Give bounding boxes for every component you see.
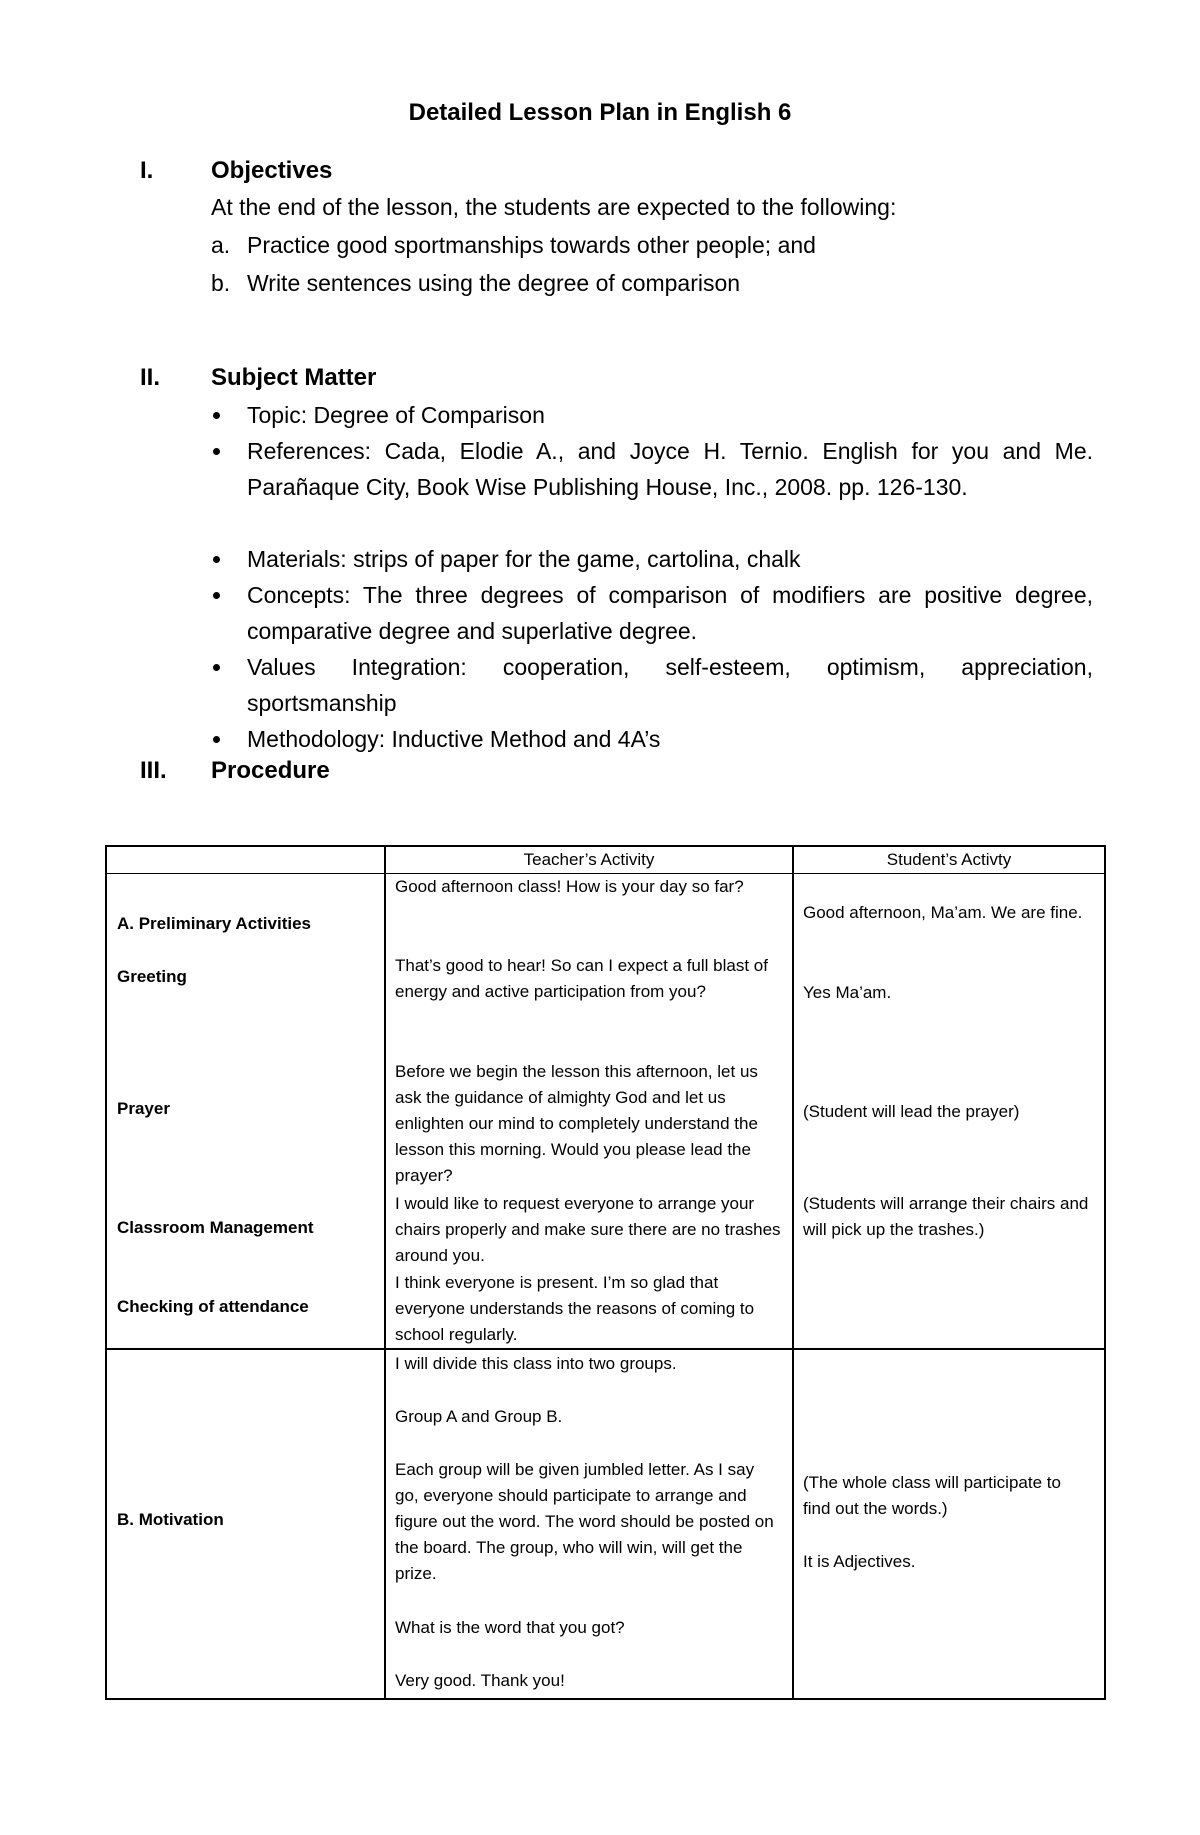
label-classroom-management: Classroom Management [117, 1218, 314, 1237]
bullet-icon [213, 412, 220, 419]
teacher-motivation-1: I will divide this class into two groups. [395, 1354, 677, 1373]
table-border-top [105, 845, 1106, 847]
subject-concepts: Concepts: The three degrees of comparison of modifiers are positive degree, comparative degree and superlative degree. [247, 582, 1093, 644]
student-greeting-1: Good afternoon, Ma’am. We are fine. [803, 903, 1083, 922]
table-column-divider [792, 845, 794, 1700]
objectives-heading: Objectives [211, 157, 333, 184]
table-column-divider [384, 845, 386, 1700]
teacher-motivation-3: Each group will be given jumbled letter. As I say go, everyone should participate to arrange and figure out the word. The word should be posted on the board. The group, who will win, will get the prize. [395, 1460, 774, 1583]
objectives-number: I. [140, 157, 154, 184]
teacher-prayer: Before we begin the lesson this afternoon, let us ask the guidance of almighty God and let us enlighten our mind to completely understand the lesson this morning. Would you please lead the prayer? [395, 1062, 758, 1185]
teacher-classroom-management: I would like to request everyone to arrange your chairs properly and make sure there are no trashes around you. [395, 1194, 781, 1265]
label-greeting: Greeting [117, 967, 187, 986]
teacher-motivation-5: Very good. Thank you! [395, 1671, 565, 1690]
objective-a-letter: a. [211, 232, 231, 258]
table-header-student: Student’s Activty [886, 850, 1012, 869]
table-header-teacher: Teacher’s Activity [523, 850, 655, 869]
label-prayer: Prayer [117, 1099, 170, 1118]
subject-materials: Materials: strips of paper for the game, cartolina, chalk [247, 546, 801, 572]
bullet-icon [213, 736, 220, 743]
subject-values: Values Integration: cooperation, self-esteem, optimism, appreciation, sportsmanship [247, 654, 1093, 716]
table-border-right [1104, 845, 1106, 1700]
teacher-motivation-2: Group A and Group B. [395, 1407, 563, 1426]
subject-methodology: Methodology: Inductive Method and 4A’s [247, 726, 661, 752]
student-motivation-2: It is Adjectives. [803, 1552, 916, 1571]
table-border-left [105, 845, 107, 1700]
teacher-motivation-4: What is the word that you got? [395, 1618, 625, 1637]
objective-a-text: Practice good sportmanships towards other people; and [247, 232, 816, 258]
table-row-divider [105, 1348, 1106, 1350]
subject-matter-heading: Subject Matter [211, 364, 377, 391]
bullet-icon [213, 592, 220, 599]
document-title: Detailed Lesson Plan in English 6 [408, 99, 792, 126]
subject-matter-number: II. [140, 364, 161, 391]
procedure-number: III. [140, 757, 167, 784]
subject-topic: Topic: Degree of Comparison [247, 402, 545, 428]
student-classroom-management: (Students will arrange their chairs and will pick up the trashes.) [803, 1194, 1089, 1239]
student-prayer: (Student will lead the prayer) [803, 1102, 1020, 1121]
teacher-greeting-1: Good afternoon class! How is your day so far? [395, 877, 744, 896]
objectives-intro: At the end of the lesson, the students are expected to the following: [211, 194, 897, 220]
subject-references: References: Cada, Elodie A., and Joyce H. Ternio. English for you and Me. Parañaque City, Book Wise Publishing House, Inc., 2008. pp. 126-130. [247, 438, 1093, 500]
label-checking-attendance: Checking of attendance [117, 1297, 309, 1316]
student-motivation-1: (The whole class will participate to find out the words.) [803, 1473, 1061, 1518]
bullet-icon [213, 448, 220, 455]
teacher-attendance: I think everyone is present. I’m so glad that everyone understands the reasons of coming to school regularly. [395, 1273, 755, 1344]
teacher-greeting-2: That’s good to hear! So can I expect a full blast of energy and active participation from you? [395, 956, 768, 1001]
label-motivation: B. Motivation [117, 1510, 224, 1529]
bullet-icon [213, 556, 220, 563]
bullet-icon [213, 664, 220, 671]
objective-b-letter: b. [211, 270, 231, 296]
student-greeting-2: Yes Ma’am. [803, 983, 892, 1002]
label-preliminary-activities: A. Preliminary Activities [117, 914, 312, 933]
table-border-bottom [105, 1698, 1106, 1700]
procedure-heading: Procedure [211, 757, 330, 784]
objective-b-text: Write sentences using the degree of comparison [247, 270, 741, 296]
